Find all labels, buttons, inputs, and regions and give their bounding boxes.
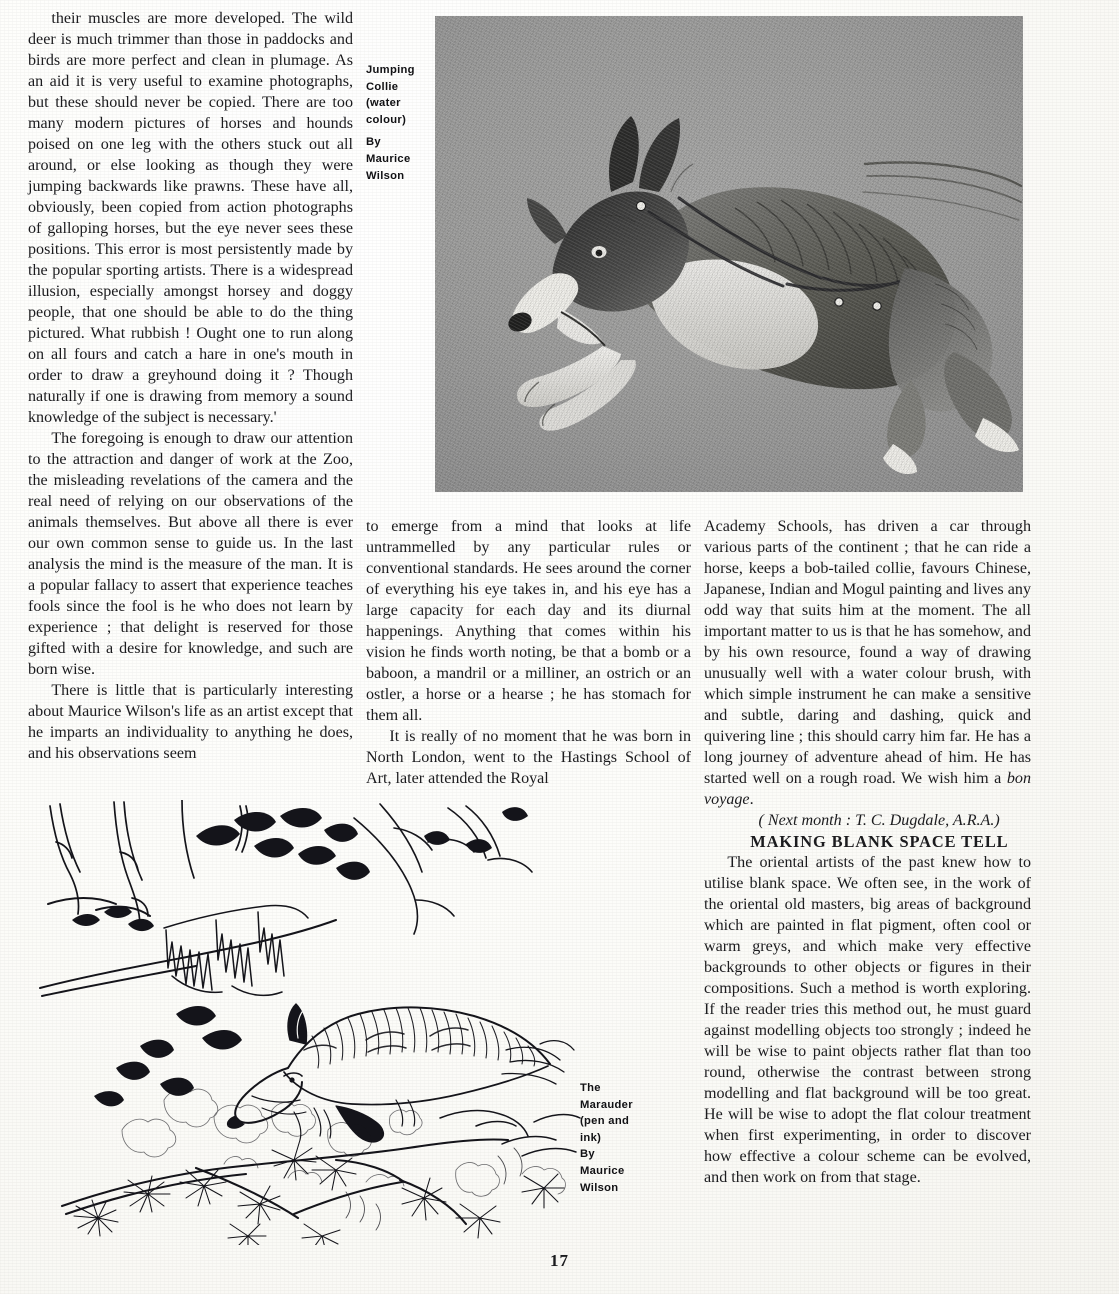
caption-credit-line: Maurice: [366, 152, 411, 165]
caption-line: Jumping: [366, 64, 415, 76]
text-column-right: [704, 516, 1031, 1188]
paragraph: The foregoing is enough to draw our attention to the attraction and danger of work at the Zoo, the misleading revelations of the camera and the real need of relying on our observations of the animals themselves. But above all there is ever our own common sense to guide us. In the last analysis the mind is the measure of the man. It is a popular fallacy to assert that experience teaches fools since the fool is he who does not learn by experience ; that delight is reserved for those gifted with a desire for knowledge, and such are born wise.: [28, 430, 353, 678]
caption-line: (water: [366, 97, 401, 110]
caption-the-marauder: [580, 1080, 656, 1196]
marauder-artwork: [36, 800, 581, 1245]
caption-line: (pen and: [580, 1115, 630, 1128]
paragraph: their muscles are more developed. The wild deer is much trimmer than those in paddocks and birds are more perfect and clean in plumage. As an aid it is very useful to examine photographs, but these should never be copied. There are too many modern pictures of horses and hounds poised on one leg with the others stuck out all around, or else looking as though they were jumping backwards like prawns. These have all, obviously, been copied from action photographs of galloping horses, but the eye never sees these positions. This error is most persistently made by the popular sporting artists. There is a widespread illusion, especially amongst horsey and doggy people, that one should be able to do the thing pictured. What rubbish ! Ought one to run along on all fours and catch a hare in one's mouth in order to draw a greyhound doing it ? Though naturally if one is drawing from memory a sound knowledge of the subject is necessary.': [28, 10, 353, 426]
page-number: 17: [549, 1251, 570, 1270]
paragraph: to emerge from a mind that looks at life untrammelled by any particular rules or conventional standards. He sees around the corner of everything his eye takes in, and his eye has a large capacity for each day and its diurnal happenings. Anything that comes within his vision he finds worth noting, be that a bomb or a baboon, a mandril or a milliner, an ostrich or an ostler, a horse or a hearse ; he has stomach for them all.: [366, 518, 691, 724]
paragraph: It is really of no moment that he was born in North London, went to the Hastings School of Art, later attended the Royal: [366, 728, 691, 787]
caption-jumping-collie: [366, 62, 436, 184]
caption-credit-line: By: [580, 1148, 595, 1161]
figure-jumping-collie: [435, 16, 1023, 492]
caption-spacer: [366, 128, 436, 134]
caption-line: colour): [366, 113, 407, 126]
plate-noise: [435, 16, 1023, 492]
figure-the-marauder: [36, 800, 581, 1245]
caption-line: Collie: [366, 80, 399, 93]
caption-line: ink): [580, 1131, 602, 1144]
italic-phrase: bon voyage: [704, 770, 1031, 808]
text-column-left: [28, 8, 353, 764]
text-column-middle: [366, 516, 691, 789]
caption-line: The: [580, 1082, 601, 1094]
caption-credit-line: Maurice: [580, 1164, 625, 1177]
next-month-note: ( Next month : T. C. Dugdale, A.R.A.): [758, 812, 1000, 829]
caption-credit-line: By: [366, 136, 381, 149]
paragraph: The oriental artists of the past knew how to utilise blank space. We often see, in the work of the oriental old masters, big areas of background which are painted in flat pigment, often cool or warm greys, and which make very effective backgrounds to other objects or figures in their compositions. Such a method is worth exploring. If the reader tries this method out, he must guard against modelling objects too strongly ; indeed he will be wise to paint objects rather flat than too round, otherwise the contrast between strong modelling and flat background will be too great. He will be wise to adopt the flat colour treatment when first experimenting, in order to discover how effective a colour scheme can be evolved, and then work on from that stage.: [704, 854, 1031, 1186]
paragraph: There is little that is particularly interesting about Maurice Wilson's life as an artist except that he imparts an individuality to anything he does, and his observations seem: [28, 682, 353, 762]
caption-line: Marauder: [580, 1098, 633, 1111]
caption-credit-line: Wilson: [580, 1181, 619, 1194]
section-heading: MAKING BLANK SPACE TELL: [750, 832, 1009, 851]
paragraph: [704, 516, 1031, 810]
caption-credit-line: Wilson: [366, 169, 405, 182]
paragraph-tail: .: [749, 791, 754, 808]
paragraph-text: Academy Schools, has driven a car through various parts of the continent ; that he can ride a horse, keeps a bob-tailed collie, favours Chinese, Japanese, Indian and Mogul painting and lives any odd way that suits him at the moment. The all important matter to us is that he has somehow, and by his own resource, found a way of drawing unusually well with a water colour brush, with which simple instrument he can make a sensitive and subtle, daring and dashing, quick and quivering line ; this should carry him far. He has a long journey of adventure ahead of him. He has started well on a rough road. We wish him a: [704, 518, 1031, 787]
